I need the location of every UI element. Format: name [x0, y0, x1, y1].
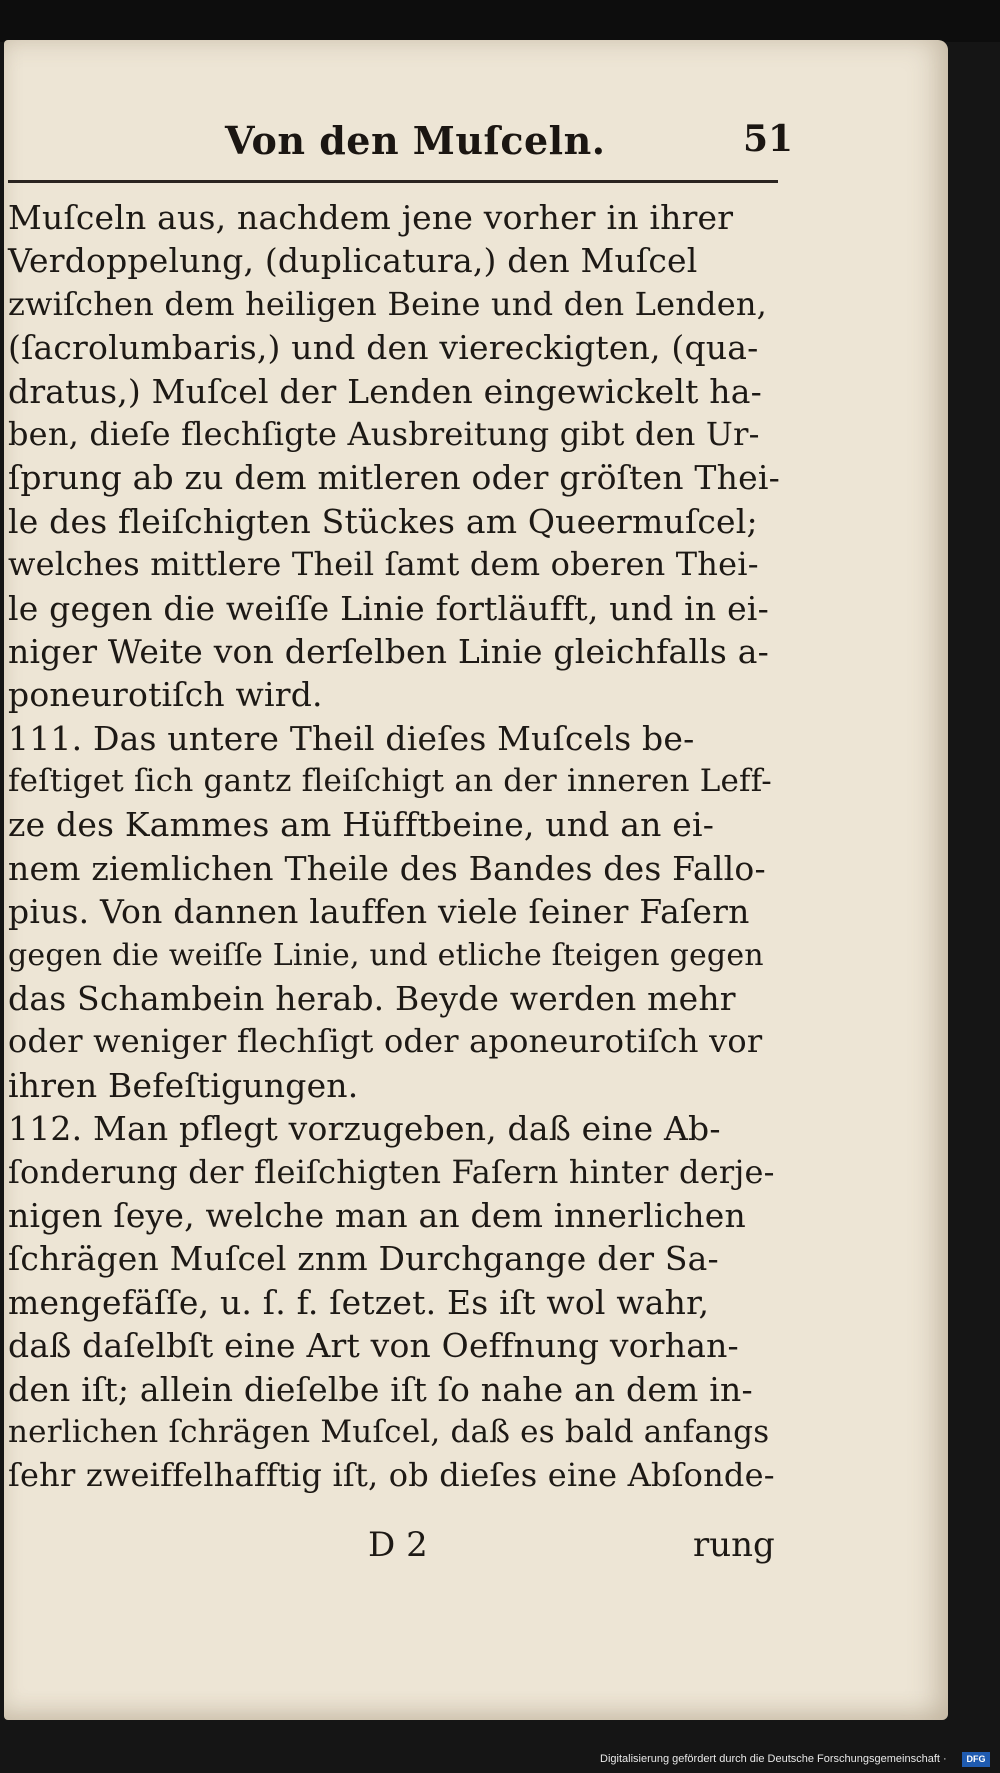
credit-text: Digitalisierung gefördert durch die Deutsche Forschungsgemeinschaft ·: [600, 1753, 947, 1765]
text-line: welches mittlere Theil ſamt dem oberen Thei-: [8, 545, 759, 584]
text-line: oder weniger flechſigt oder aponeurotiſch vor: [8, 1022, 763, 1061]
text-line: ben, dieſe flechſigte Ausbreitung gibt den Ur-: [8, 414, 760, 453]
text-line: le gegen die weiſſe Linie fortläufft, und in ei-: [8, 588, 769, 628]
text-line: den iſt; allein dieſelbe iſt ſo nahe an dem in-: [8, 1369, 753, 1409]
digitization-credit: [600, 1750, 992, 1770]
text-line: poneurotiſch wird.: [8, 675, 323, 715]
text-line: Verdoppelung, (duplicatura,) den Muſcel: [8, 241, 698, 281]
text-line: zwiſchen dem heiligen Beine und den Lenden,: [8, 284, 768, 323]
dfg-logo: DFG: [962, 1752, 990, 1767]
text-line: nem ziemlichen Theile des Bandes des Fallo-: [8, 848, 766, 888]
text-line: (ſacrolumbaris,) und den viereckigten, (qua-: [8, 328, 759, 368]
text-line: ſchrägen Muſcel znm Durchgange der Sa-: [8, 1239, 719, 1279]
text-line: ſehr zweiffelhafftig iſt, ob dieſes eine Abſonde-: [8, 1456, 775, 1495]
running-head: Von den Muſceln.: [225, 118, 606, 163]
body-text: [8, 196, 780, 1498]
text-line: daß daſelbſt eine Art von Oeffnung vorhan-: [8, 1326, 739, 1366]
text-line: mengefäſſe, u. ſ. f. ſetzet. Es iſt wol wahr,: [8, 1282, 710, 1322]
signature-mark: D 2: [368, 1525, 428, 1565]
text-line: le des fleiſchigten Stückes am Queermuſcel;: [8, 501, 758, 541]
text-line: ſonderung der fleiſchigten Faſern hinter derje-: [8, 1152, 775, 1191]
text-line: dratus,) Muſcel der Lenden eingewickelt ha-: [8, 371, 762, 411]
text-line: 111. Das untere Theil dieſes Muſcels be-: [8, 718, 695, 758]
text-line: pius. Von dannen lauffen viele ſeiner Faſern: [8, 892, 750, 932]
text-line: nigen ſeye, welche man an dem innerlichen: [8, 1195, 746, 1235]
text-line: feſtiget ſich gantz fleiſchigt an der inneren Leff-: [8, 763, 772, 800]
text-line: Muſceln aus, nachdem jene vorher in ihrer: [8, 198, 734, 237]
header-rule: [8, 180, 778, 183]
page-number: 51: [743, 118, 794, 160]
text-line: gegen die weiſſe Linie, und etliche ſteigen gegen: [8, 937, 764, 973]
text-line: niger Weite von derſelben Linie gleichfalls a-: [8, 631, 769, 671]
catchword: rung: [693, 1525, 775, 1565]
text-line: das Schambein herab. Beyde werden mehr: [8, 979, 736, 1019]
text-line: nerlichen ſchrägen Muſcel, daß es bald anfangs: [8, 1413, 770, 1450]
text-line: ihren Befeſtigungen.: [8, 1065, 359, 1105]
page-header: [225, 118, 794, 172]
text-line: ſprung ab zu dem mitleren oder gröſten Thei-: [8, 458, 780, 498]
text-line: ze des Kammes am Hüfftbeine, und an ei-: [8, 805, 715, 845]
scan-top-edge: [0, 0, 1000, 42]
text-line: 112. Man pflegt vorzugeben, daß eine Ab-: [8, 1109, 721, 1149]
